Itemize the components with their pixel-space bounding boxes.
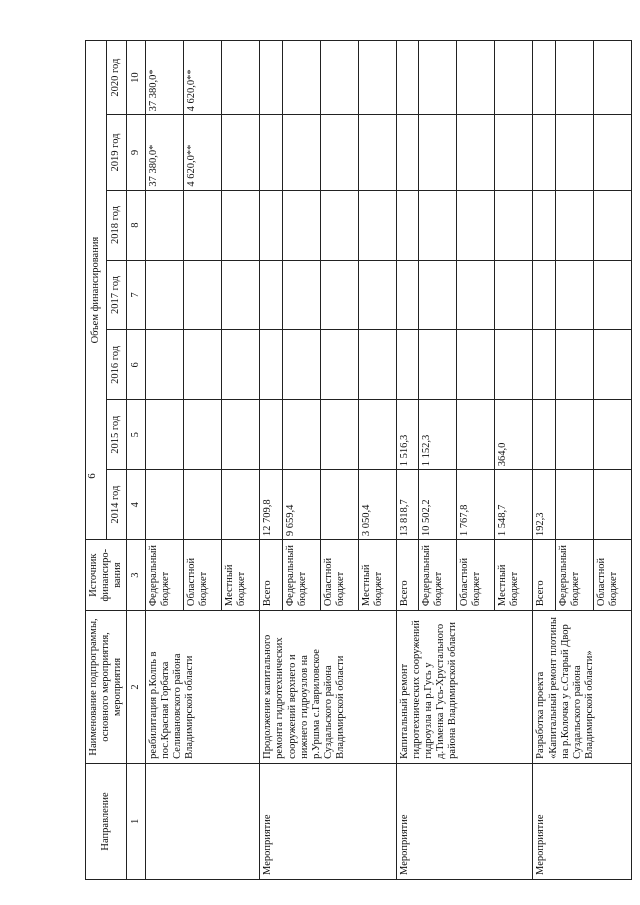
amount-cell: [358, 115, 396, 190]
amount-cell: 37 380,0*: [146, 115, 184, 190]
activity-name-cell: Разработка проекта «Капитальный ремонт плотины на р.Колочка у с.Старый Двор Суздальского района Владимирской области»: [533, 611, 632, 764]
amount-cell: [593, 260, 631, 330]
funding-source-cell: Местный бюджет: [358, 540, 396, 611]
amount-cell: [282, 330, 320, 400]
amount-cell: [222, 330, 260, 400]
amount-cell: [184, 470, 222, 540]
page-number: 6: [86, 473, 98, 479]
amount-cell: [457, 260, 495, 330]
amount-cell: [222, 41, 260, 115]
amount-cell: [593, 400, 631, 470]
amount-cell: 12 709,8: [260, 470, 282, 540]
amount-cell: [358, 41, 396, 115]
amount-cell: [555, 190, 593, 260]
amount-cell: [260, 330, 282, 400]
amount-cell: [146, 400, 184, 470]
amount-cell: [593, 470, 631, 540]
amount-cell: [184, 330, 222, 400]
direction-cell: Мероприятие: [396, 763, 533, 879]
table-row: [396, 41, 418, 880]
amount-cell: [457, 190, 495, 260]
amount-cell: [533, 115, 555, 190]
header-year: 2015 год: [106, 400, 127, 470]
table-row: [146, 41, 184, 880]
amount-cell: [555, 470, 593, 540]
amount-cell: 13 818,7: [396, 470, 418, 540]
header-row-1: [86, 41, 107, 880]
table-row: [533, 41, 555, 880]
amount-cell: [222, 260, 260, 330]
funding-source-cell: Областной бюджет: [320, 540, 358, 611]
amount-cell: [282, 260, 320, 330]
amount-cell: [533, 41, 555, 115]
amount-cell: [533, 330, 555, 400]
activity-name-cell: реабилитация р.Колпь в пос.Красная Горбатка Селивановского района Владимирской области: [146, 611, 260, 764]
funding-source-cell: Областной бюджет: [593, 540, 631, 611]
amount-cell: [533, 260, 555, 330]
amount-cell: [457, 330, 495, 400]
funding-source-cell: Областной бюджет: [184, 540, 222, 611]
amount-cell: [555, 41, 593, 115]
amount-cell: 364,0: [495, 400, 533, 470]
amount-cell: [320, 470, 358, 540]
amount-cell: [396, 41, 418, 115]
amount-cell: [260, 115, 282, 190]
funding-source-cell: Местный бюджет: [495, 540, 533, 611]
amount-cell: [184, 190, 222, 260]
amount-cell: 9 659,4: [282, 470, 320, 540]
column-number: 1: [127, 763, 146, 879]
amount-cell: [457, 115, 495, 190]
activity-name-cell: Капитальный ремонт гидротехнических сооружений гидроузла на р.Гусь у д.Тименка Гусь-Хрустального района Владимирской области: [396, 611, 533, 764]
funding-source-cell: Федеральный бюджет: [146, 540, 184, 611]
direction-cell: Мероприятие: [533, 763, 632, 879]
amount-cell: [396, 190, 418, 260]
column-number: 7: [127, 260, 146, 330]
amount-cell: [146, 190, 184, 260]
header-source: Источник финансиро-вания: [86, 540, 127, 611]
amount-cell: 4 620,0**: [184, 115, 222, 190]
activity-name-cell: Продолжение капитального ремонта гидротехнических сооружений верхнего и нижнего гидроузлов на р.Уршма с.Гавриловское Суздальского района Владимирской области: [260, 611, 397, 764]
amount-cell: 10 502,2: [419, 470, 457, 540]
amount-cell: [358, 190, 396, 260]
direction-cell: Мероприятие: [260, 763, 397, 879]
table-row: [260, 41, 282, 880]
amount-cell: [555, 115, 593, 190]
amount-cell: 1 152,3: [419, 400, 457, 470]
amount-cell: [593, 115, 631, 190]
amount-cell: [396, 330, 418, 400]
amount-cell: [396, 260, 418, 330]
amount-cell: [260, 41, 282, 115]
amount-cell: [320, 115, 358, 190]
header-year: 2014 год: [106, 470, 127, 540]
amount-cell: 1 767,8: [457, 470, 495, 540]
header-year: 2019 год: [106, 115, 127, 190]
header-year: 2016 год: [106, 330, 127, 400]
funding-source-cell: Всего: [396, 540, 418, 611]
amount-cell: [533, 190, 555, 260]
rotated-page: [85, 40, 625, 880]
amount-cell: [396, 115, 418, 190]
amount-cell: [419, 260, 457, 330]
funding-source-cell: Всего: [260, 540, 282, 611]
amount-cell: [533, 400, 555, 470]
amount-cell: [146, 260, 184, 330]
amount-cell: [282, 115, 320, 190]
column-number: 2: [127, 611, 146, 764]
column-number: 3: [127, 540, 146, 611]
amount-cell: [320, 400, 358, 470]
amount-cell: 1 516,3: [396, 400, 418, 470]
funding-source-cell: Всего: [533, 540, 555, 611]
amount-cell: [358, 330, 396, 400]
amount-cell: [495, 330, 533, 400]
column-number: 10: [127, 41, 146, 115]
amount-cell: [593, 190, 631, 260]
header-direction: Направление: [86, 763, 127, 879]
funding-source-cell: Областной бюджет: [457, 540, 495, 611]
amount-cell: [260, 260, 282, 330]
amount-cell: [222, 470, 260, 540]
direction-cell: [146, 763, 260, 879]
amount-cell: [457, 41, 495, 115]
amount-cell: 1 548,7: [495, 470, 533, 540]
amount-cell: [146, 470, 184, 540]
header-name: Наименование подпрограммы, основного мероприятия, мероприятия: [86, 611, 127, 764]
amount-cell: [320, 41, 358, 115]
funding-source-cell: Федеральный бюджет: [555, 540, 593, 611]
amount-cell: [222, 115, 260, 190]
amount-cell: [419, 330, 457, 400]
amount-cell: [419, 190, 457, 260]
amount-cell: 4 620,0**: [184, 41, 222, 115]
amount-cell: [184, 260, 222, 330]
amount-cell: 3 050,4: [358, 470, 396, 540]
amount-cell: [358, 400, 396, 470]
amount-cell: [320, 330, 358, 400]
amount-cell: [282, 41, 320, 115]
amount-cell: [320, 260, 358, 330]
funding-source-cell: Местный бюджет: [222, 540, 260, 611]
amount-cell: [146, 330, 184, 400]
amount-cell: [260, 400, 282, 470]
amount-cell: [282, 190, 320, 260]
amount-cell: [593, 41, 631, 115]
column-number: 6: [127, 330, 146, 400]
funding-source-cell: Федеральный бюджет: [282, 540, 320, 611]
amount-cell: [555, 330, 593, 400]
amount-cell: [457, 400, 495, 470]
amount-cell: [419, 41, 457, 115]
amount-cell: [222, 400, 260, 470]
amount-cell: [184, 400, 222, 470]
amount-cell: 192,3: [533, 470, 555, 540]
amount-cell: [358, 260, 396, 330]
amount-cell: [555, 400, 593, 470]
amount-cell: [495, 260, 533, 330]
header-row-numbers: [127, 41, 146, 880]
column-number: 4: [127, 470, 146, 540]
header-year: 2020 год: [106, 41, 127, 115]
amount-cell: 37 380,0*: [146, 41, 184, 115]
amount-cell: [495, 190, 533, 260]
column-number: 9: [127, 115, 146, 190]
amount-cell: [222, 190, 260, 260]
amount-cell: [282, 400, 320, 470]
amount-cell: [593, 330, 631, 400]
header-year: 2017 год: [106, 260, 127, 330]
column-number: 8: [127, 190, 146, 260]
header-volume: Объем финансирования: [86, 41, 107, 540]
amount-cell: [260, 190, 282, 260]
column-number: 5: [127, 400, 146, 470]
table-body: [146, 41, 632, 880]
amount-cell: [495, 115, 533, 190]
amount-cell: [320, 190, 358, 260]
amount-cell: [495, 41, 533, 115]
financing-table: [85, 40, 632, 880]
amount-cell: [419, 115, 457, 190]
funding-source-cell: Федеральный бюджет: [419, 540, 457, 611]
header-year: 2018 год: [106, 190, 127, 260]
amount-cell: [555, 260, 593, 330]
